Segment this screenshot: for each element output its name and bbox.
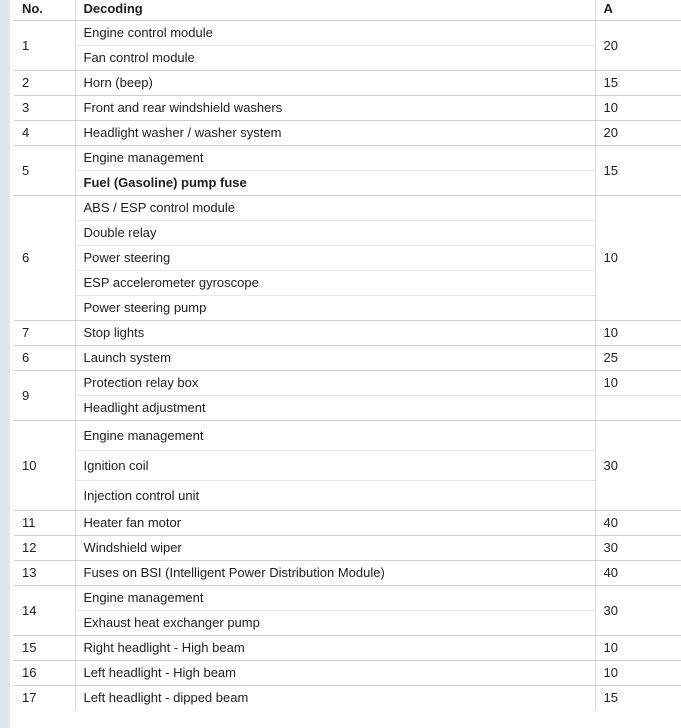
- fuse-table-header: [14, 0, 681, 20]
- fuse-row: [14, 45, 681, 70]
- fuse-decoding-cell: ESP accelerometer gyroscope: [75, 270, 595, 295]
- fuse-table: [14, 0, 681, 710]
- column-header-amps: A: [595, 0, 681, 20]
- fuse-number-cell: 17: [14, 685, 75, 710]
- fuse-row: [14, 560, 681, 585]
- fuse-amp-cell: 40: [595, 560, 681, 585]
- fuse-amp-cell: 10: [595, 95, 681, 120]
- fuse-number-cell: 15: [14, 635, 75, 660]
- fuse-amp-cell: 30: [595, 585, 681, 635]
- fuse-decoding-cell: Ignition coil: [75, 450, 595, 480]
- fuse-decoding-cell: Horn (beep): [75, 70, 595, 95]
- fuse-decoding-cell: Left headlight - dipped beam: [75, 685, 595, 710]
- fuse-decoding-cell: Headlight adjustment: [75, 395, 595, 420]
- fuse-number-cell: 2: [14, 70, 75, 95]
- fuse-table-body: [14, 20, 681, 710]
- fuse-number-cell: 10: [14, 420, 75, 510]
- fuse-row: [14, 395, 681, 420]
- fuse-decoding-cell: Double relay: [75, 220, 595, 245]
- fuse-row: [14, 245, 681, 270]
- fuse-row: [14, 635, 681, 660]
- fuse-number-cell: 14: [14, 585, 75, 635]
- fuse-row: [14, 535, 681, 560]
- fuse-amp-cell: 10: [595, 195, 681, 320]
- fuse-decoding-cell: Front and rear windshield washers: [75, 95, 595, 120]
- fuse-table-container: [14, 0, 681, 710]
- fuse-amp-cell: 30: [595, 420, 681, 510]
- fuse-amp-cell: 20: [595, 120, 681, 145]
- fuse-decoding-cell: Engine management: [75, 145, 595, 170]
- fuse-row: [14, 420, 681, 450]
- fuse-amp-cell: 10: [595, 660, 681, 685]
- fuse-row: [14, 220, 681, 245]
- fuse-decoding-cell: Heater fan motor: [75, 510, 595, 535]
- column-header-decoding: Decoding: [75, 0, 595, 20]
- fuse-amp-cell: 15: [595, 145, 681, 195]
- fuse-number-cell: 5: [14, 145, 75, 195]
- fuse-decoding-cell: Protection relay box: [75, 370, 595, 395]
- fuse-row: [14, 370, 681, 395]
- fuse-amp-cell: 40: [595, 510, 681, 535]
- fuse-number-cell: 7: [14, 320, 75, 345]
- fuse-row: [14, 195, 681, 220]
- fuse-row: [14, 295, 681, 320]
- fuse-row: [14, 345, 681, 370]
- fuse-decoding-cell: Stop lights: [75, 320, 595, 345]
- fuse-row: [14, 610, 681, 635]
- fuse-row: [14, 660, 681, 685]
- fuse-amp-cell: 20: [595, 20, 681, 70]
- fuse-decoding-cell: Right headlight - High beam: [75, 635, 595, 660]
- fuse-decoding-cell: Engine management: [75, 420, 595, 450]
- fuse-row: [14, 510, 681, 535]
- fuse-amp-cell: 10: [595, 370, 681, 395]
- fuse-decoding-cell: Fuses on BSI (Intelligent Power Distribution Module): [75, 560, 595, 585]
- fuse-row: [14, 145, 681, 170]
- fuse-amp-cell: 25: [595, 345, 681, 370]
- fuse-decoding-cell: Headlight washer / washer system: [75, 120, 595, 145]
- fuse-amp-cell: 10: [595, 320, 681, 345]
- fuse-decoding-cell: Launch system: [75, 345, 595, 370]
- fuse-amp-cell: 15: [595, 685, 681, 710]
- fuse-row: [14, 95, 681, 120]
- fuse-number-cell: 11: [14, 510, 75, 535]
- fuse-number-cell: 13: [14, 560, 75, 585]
- fuse-row: [14, 320, 681, 345]
- fuse-decoding-cell: Fan control module: [75, 45, 595, 70]
- fuse-row: [14, 70, 681, 95]
- fuse-amp-cell: [595, 395, 681, 420]
- fuse-row: [14, 585, 681, 610]
- column-header-no: No.: [14, 0, 75, 20]
- fuse-number-cell: 6: [14, 345, 75, 370]
- fuse-number-cell: 9: [14, 370, 75, 420]
- fuse-row: [14, 170, 681, 195]
- fuse-decoding-cell: Windshield wiper: [75, 535, 595, 560]
- fuse-decoding-cell: Left headlight - High beam: [75, 660, 595, 685]
- fuse-row: [14, 685, 681, 710]
- fuse-decoding-cell: Engine control module: [75, 20, 595, 45]
- fuse-row: [14, 480, 681, 510]
- fuse-number-cell: 6: [14, 195, 75, 320]
- fuse-row: [14, 120, 681, 145]
- left-scrollbar-strip[interactable]: [0, 0, 10, 728]
- fuse-decoding-cell: Fuel (Gasoline) pump fuse: [75, 170, 595, 195]
- fuse-decoding-cell: Power steering: [75, 245, 595, 270]
- fuse-decoding-cell: Power steering pump: [75, 295, 595, 320]
- fuse-number-cell: 1: [14, 20, 75, 70]
- fuse-amp-cell: 30: [595, 535, 681, 560]
- fuse-number-cell: 16: [14, 660, 75, 685]
- fuse-row: [14, 450, 681, 480]
- fuse-decoding-cell: Engine management: [75, 585, 595, 610]
- fuse-amp-cell: 10: [595, 635, 681, 660]
- fuse-decoding-cell: Injection control unit: [75, 480, 595, 510]
- fuse-number-cell: 12: [14, 535, 75, 560]
- fuse-row: [14, 270, 681, 295]
- fuse-number-cell: 4: [14, 120, 75, 145]
- fuse-number-cell: 3: [14, 95, 75, 120]
- fuse-decoding-cell: Exhaust heat exchanger pump: [75, 610, 595, 635]
- fuse-decoding-cell: ABS / ESP control module: [75, 195, 595, 220]
- fuse-row: [14, 20, 681, 45]
- fuse-amp-cell: 15: [595, 70, 681, 95]
